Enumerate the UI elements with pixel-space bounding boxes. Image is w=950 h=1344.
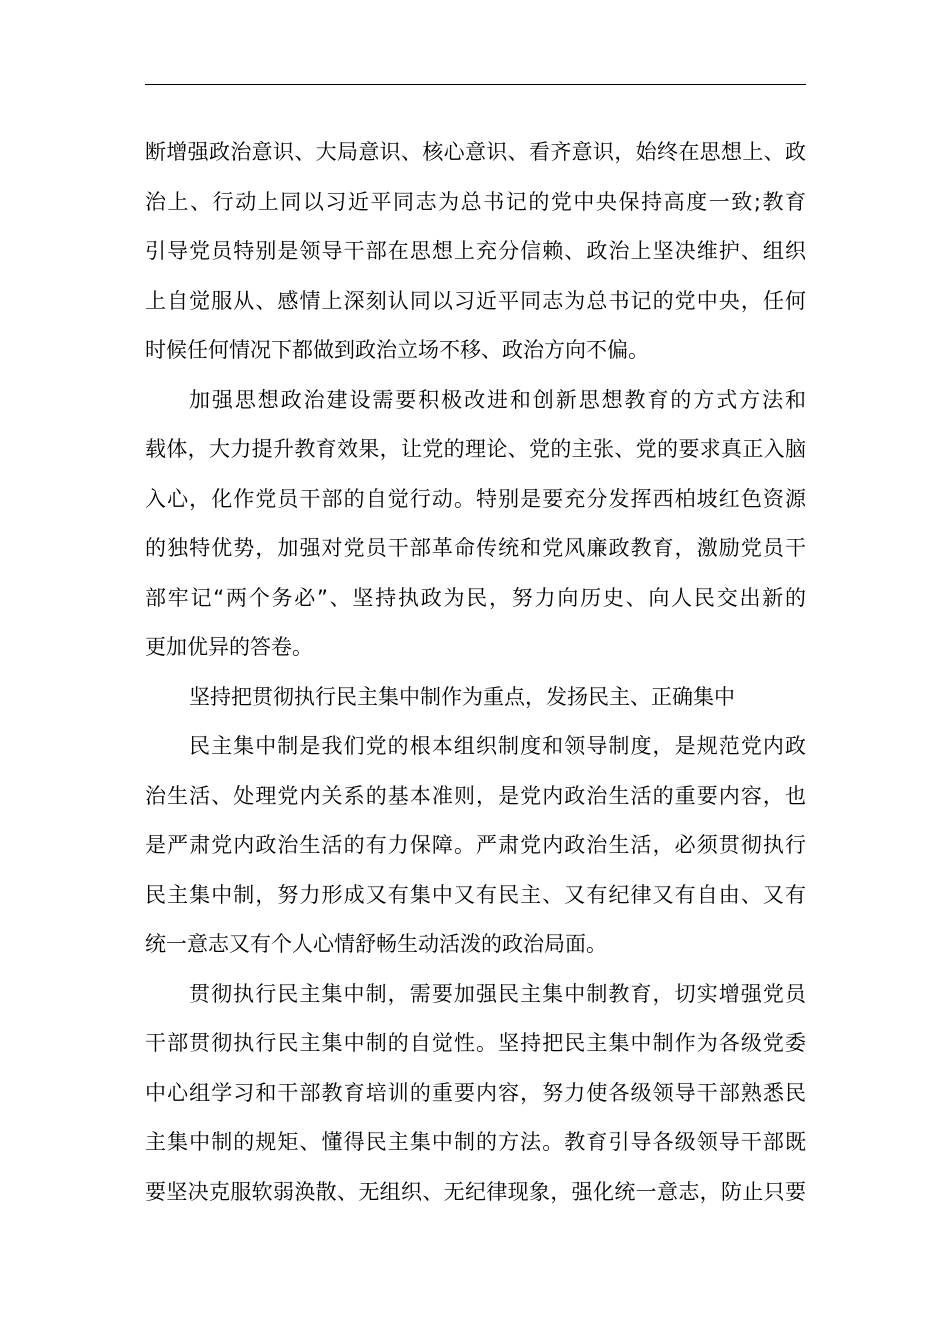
paragraph-first-line: 贯彻执行民主集中制，需要加强民主集中制教育，切实增强党员	[189, 981, 806, 1006]
text-line: 是严肃党内政治生活的有力保障。严肃党内政治生活，必须贯彻执行	[145, 833, 806, 857]
text-line: 部牢记“两个务必”、坚持执政为民，努力向历史、向人民交出新的	[145, 585, 806, 610]
text-line: 断增强政治意识、大局意识、核心意识、看齐意识，始终在思想上、政	[145, 140, 806, 164]
text-line: 要坚决克服软弱涣散、无组织、无纪律现象，强化统一意志，防止只要	[145, 1179, 806, 1204]
document-body	[145, 128, 806, 1217]
text-line: 干部贯彻执行民主集中制的自觉性。坚持把民主集中制作为各级党委	[145, 1031, 806, 1055]
paragraph-first-line: 加强思想政治建设需要积极改进和创新思想教育的方式方法和	[189, 387, 806, 412]
text-line: 主集中制的规矩、懂得民主集中制的方法。教育引导各级领导干部既	[145, 1130, 806, 1154]
section-heading: 坚持把贯彻执行民主集中制作为重点，发扬民主、正确集中	[189, 684, 735, 709]
text-line: 治生活、处理党内关系的基本准则，是党内政治生活的重要内容，也	[145, 783, 806, 808]
text-line: 的独特优势，加强对党员干部革命传统和党风廉政教育，激励党员干	[145, 536, 806, 560]
header-rule	[145, 84, 806, 85]
text-line: 民主集中制，努力形成又有集中又有民主、又有纪律又有自由、又有	[145, 882, 806, 907]
text-line: 上自觉服从、感情上深刻认同以习近平同志为总书记的党中央，任何	[145, 288, 806, 313]
text-line: 治上、行动上同以习近平同志为总书记的党中央保持高度一致;教育	[145, 189, 806, 214]
text-line: 统一意志又有个人心情舒畅生动活泼的政治局面。	[145, 932, 607, 956]
paragraph-first-line: 民主集中制是我们党的根本组织制度和领导制度，是规范党内政	[189, 734, 806, 758]
text-line: 引导党员特别是领导干部在思想上充分信赖、政治上坚决维护、组织	[145, 239, 806, 263]
text-line: 入心，化作党员干部的自觉行动。特别是要充分发挥西柏坡红色资源	[145, 486, 806, 511]
text-line: 载体，大力提升教育效果，让党的理论、党的主张、党的要求真正入脑	[145, 437, 806, 461]
text-line: 更加优异的答卷。	[145, 635, 313, 659]
text-line: 中心组学习和干部教育培训的重要内容，努力使各级领导干部熟悉民	[145, 1080, 806, 1105]
text-line: 时候任何情况下都做到政治立场不移、政治方向不偏。	[145, 338, 649, 362]
